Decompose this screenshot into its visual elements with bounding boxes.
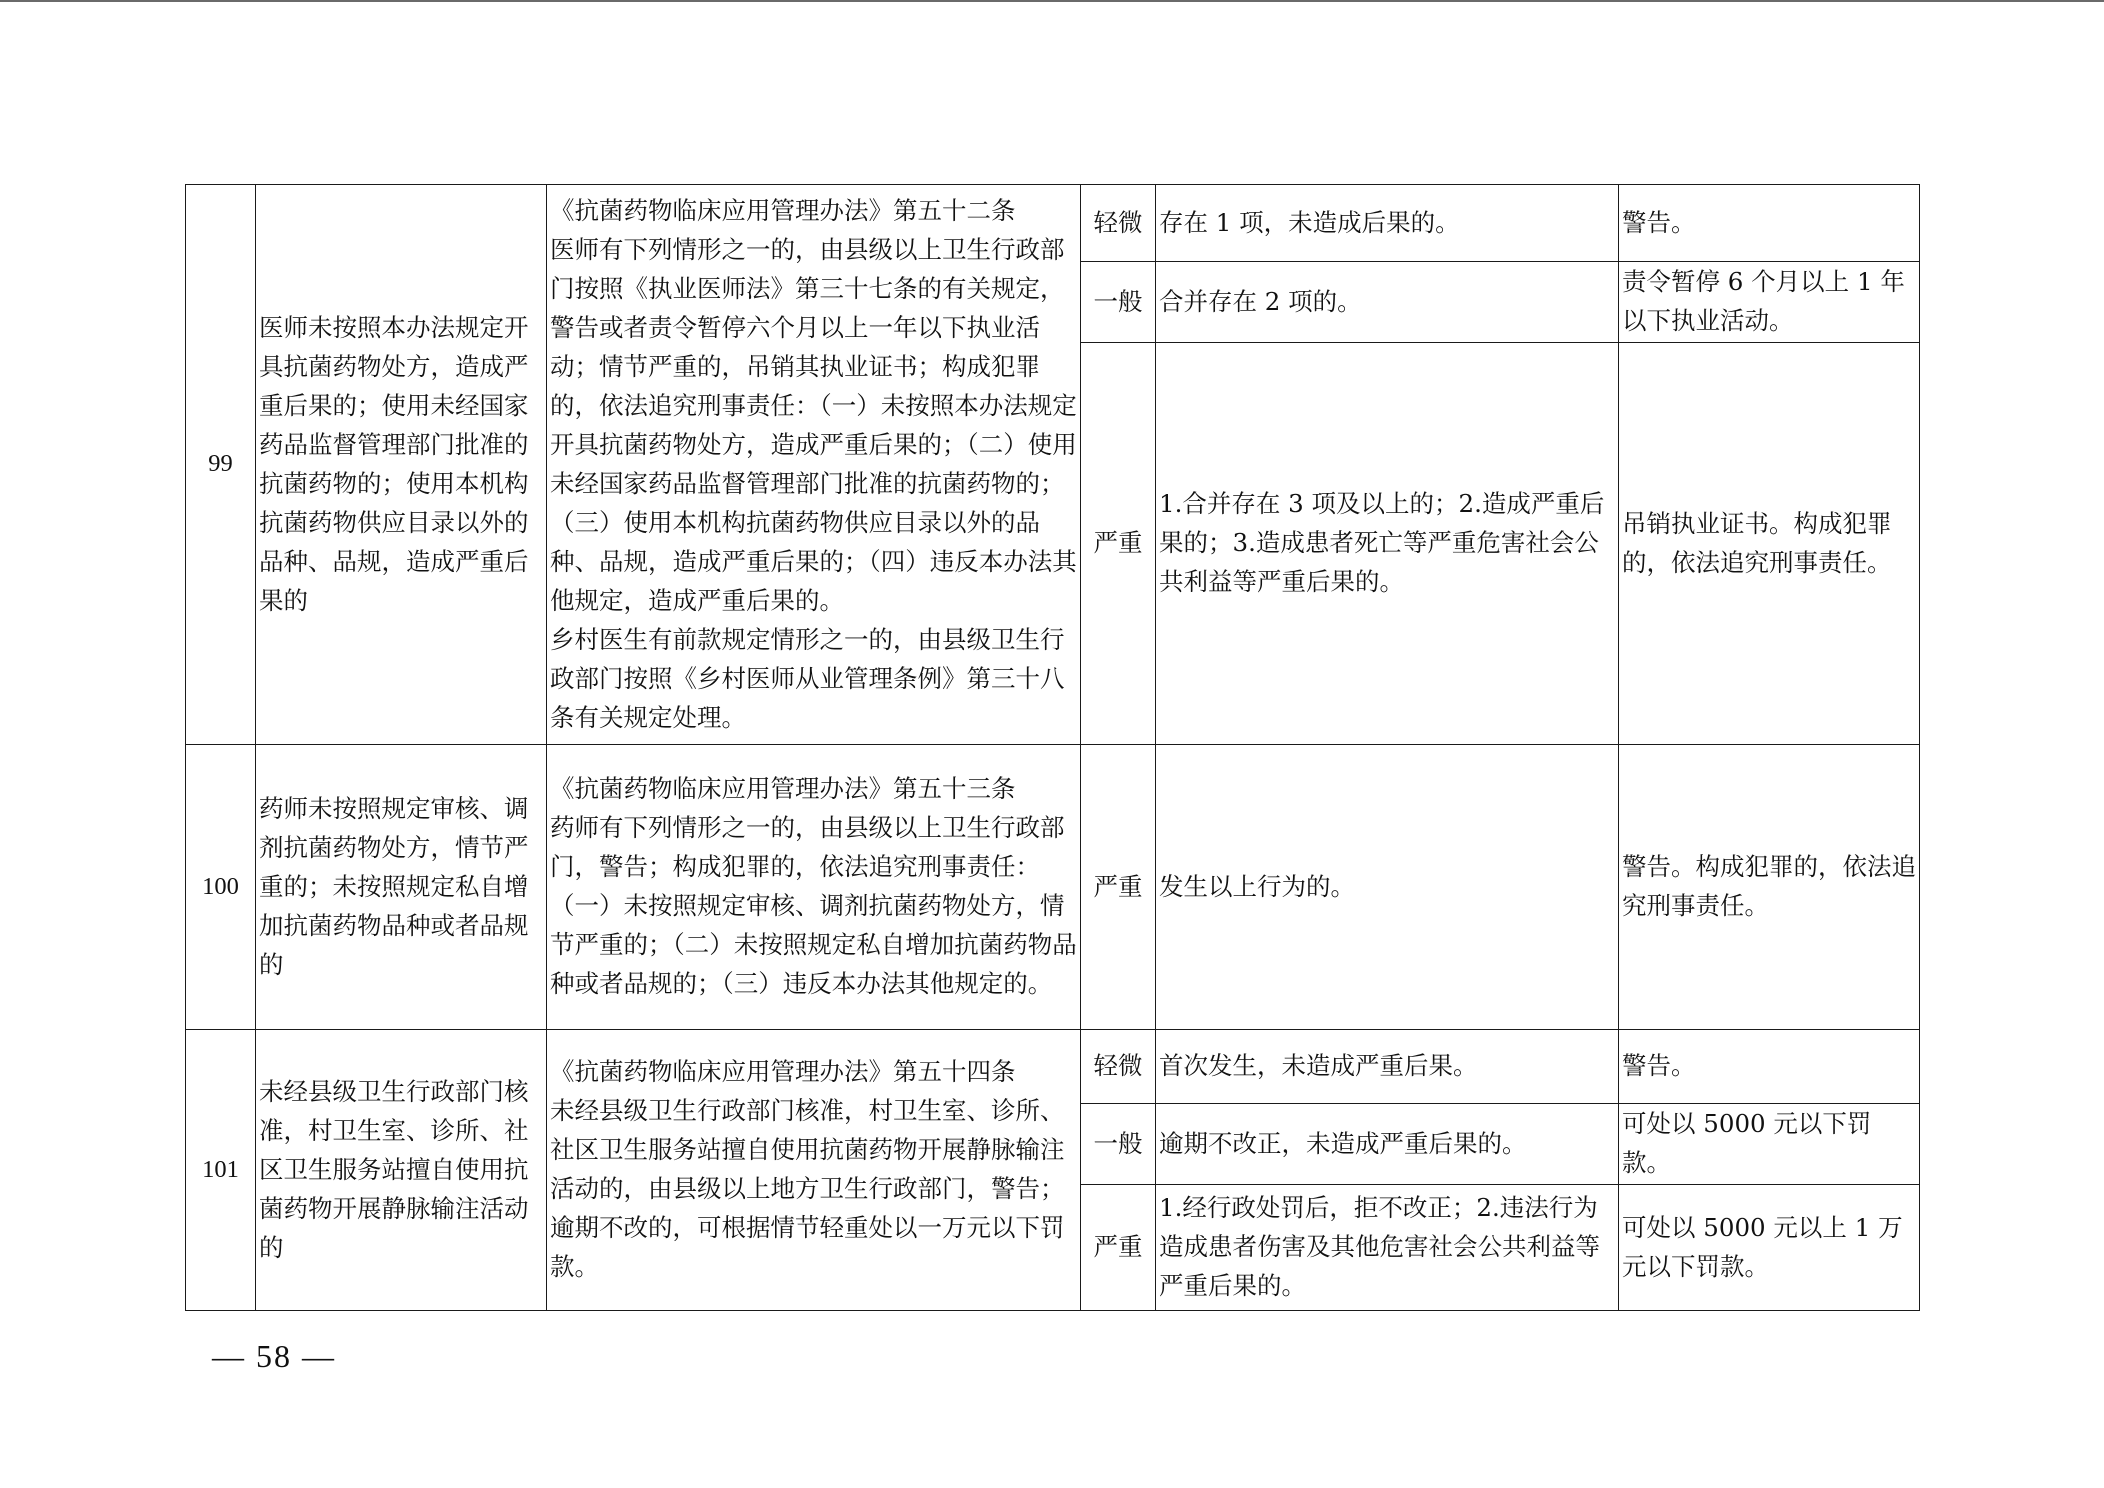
- circumstance: 存在 1 项，未造成后果的。: [1156, 185, 1619, 262]
- penalty: 警告。: [1619, 1030, 1920, 1104]
- circumstance: 合并存在 2 项的。: [1156, 262, 1619, 343]
- page-number: — 58 —: [212, 1338, 336, 1374]
- circumstance: 1.经行政处罚后，拒不改正；2.违法行为造成患者伤害及其他危害社会公共利益等严重后果的。: [1156, 1185, 1619, 1311]
- circumstance: 发生以上行为的。: [1156, 745, 1619, 1030]
- violation-behavior: 医师未按照本办法规定开具抗菌药物处方，造成严重后果的；使用未经国家药品监督管理部门批准的抗菌药物的；使用本机构抗菌药物供应目录以外的品种、品规，造成严重后果的: [256, 185, 547, 745]
- row-number: 100: [186, 745, 256, 1030]
- severity-level: 轻微: [1081, 1030, 1156, 1104]
- severity-level: 一般: [1081, 1104, 1156, 1185]
- penalty-standard-table: [185, 184, 1920, 1311]
- severity-level: 严重: [1081, 745, 1156, 1030]
- severity-level: 严重: [1081, 343, 1156, 745]
- table-row-99: [186, 185, 1920, 262]
- legal-basis: 《抗菌药物临床应用管理办法》第五十二条 医师有下列情形之一的，由县级以上卫生行政部门按照《执业医师法》第三十七条的有关规定，警告或者责令暂停六个月以上一年以下执业活动；情节严重的，吊销其执业证书；构成犯罪的，依法追究刑事责任：（一）未按照本办法规定开具抗菌药物处方，造成严重后果的；（二）使用未经国家药品监督管理部门批准的抗菌药物的；（三）使用本机构抗菌药物供应目录以外的品种、品规，造成严重后果的；（四）违反本办法其他规定，造成严重后果的。 乡村医生有前款规定情形之一的，由县级卫生行政部门按照《乡村医师从业管理条例》第三十八条有关规定处理。: [547, 185, 1081, 745]
- table-row-100: [186, 745, 1920, 1030]
- legal-basis: 《抗菌药物临床应用管理办法》第五十三条 药师有下列情形之一的，由县级以上卫生行政部门，警告；构成犯罪的，依法追究刑事责任：（一）未按照规定审核、调剂抗菌药物处方，情节严重的；（二）未按照规定私自增加抗菌药物品种或者品规的；（三）违反本办法其他规定的。: [547, 745, 1081, 1030]
- table-row-101: [186, 1030, 1920, 1104]
- legal-basis: 《抗菌药物临床应用管理办法》第五十四条 未经县级卫生行政部门核准，村卫生室、诊所、社区卫生服务站擅自使用抗菌药物开展静脉输注活动的，由县级以上地方卫生行政部门，警告；逾期不改的，可根据情节轻重处以一万元以下罚款。: [547, 1030, 1081, 1311]
- penalty: 可处以 5000 元以上 1 万元以下罚款。: [1619, 1185, 1920, 1311]
- top-border-line: [0, 0, 2104, 2]
- circumstance: 逾期不改正，未造成严重后果的。: [1156, 1104, 1619, 1185]
- row-number: 99: [186, 185, 256, 745]
- violation-behavior: 未经县级卫生行政部门核准，村卫生室、诊所、社区卫生服务站擅自使用抗菌药物开展静脉输注活动的: [256, 1030, 547, 1311]
- penalty: 警告。构成犯罪的，依法追究刑事责任。: [1619, 745, 1920, 1030]
- penalty: 吊销执业证书。构成犯罪的，依法追究刑事责任。: [1619, 343, 1920, 745]
- severity-level: 一般: [1081, 262, 1156, 343]
- circumstance: 1.合并存在 3 项及以上的；2.造成严重后果的；3.造成患者死亡等严重危害社会公共利益等严重后果的。: [1156, 343, 1619, 745]
- row-number: 101: [186, 1030, 256, 1311]
- penalty: 责令暂停 6 个月以上 1 年以下执业活动。: [1619, 262, 1920, 343]
- penalty: 可处以 5000 元以下罚款。: [1619, 1104, 1920, 1185]
- penalty: 警告。: [1619, 185, 1920, 262]
- severity-level: 严重: [1081, 1185, 1156, 1311]
- severity-level: 轻微: [1081, 185, 1156, 262]
- circumstance: 首次发生，未造成严重后果。: [1156, 1030, 1619, 1104]
- violation-behavior: 药师未按照规定审核、调剂抗菌药物处方，情节严重的；未按照规定私自增加抗菌药物品种或者品规的: [256, 745, 547, 1030]
